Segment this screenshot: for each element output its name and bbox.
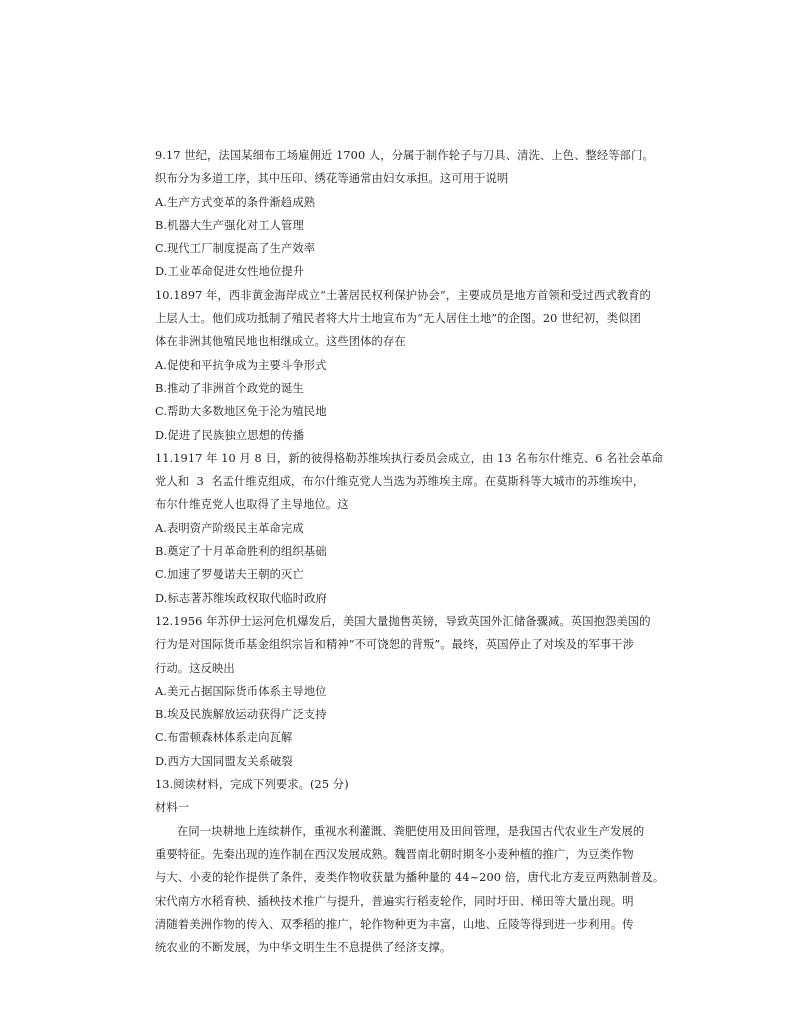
- question-10-option-a[interactable]: A.促使和平抗争成为主要斗争形式: [155, 358, 327, 372]
- question-12-option-d[interactable]: D.西方大国同盟友关系破裂: [155, 754, 293, 768]
- question-11-option-c[interactable]: C.加速了罗曼诺夫王朝的灭亡: [155, 568, 304, 582]
- material-line-3: 与大、小麦的轮作提供了条件，麦类作物收获量为播种量的 44~200 倍，唐代北方麦豆两熟制普及。: [155, 871, 665, 885]
- question-9-option-c[interactable]: C.现代工厂制度提高了生产效率: [155, 242, 316, 256]
- question-10-option-d[interactable]: D.促进了民族独立思想的传播: [155, 428, 305, 442]
- question-10-stem-line-3: 体在非洲其他殖民地也相继成立。这些团体的存在: [155, 335, 406, 349]
- question-9-option-a[interactable]: A.生产方式变革的条件渐趋成熟: [155, 195, 316, 209]
- question-9-stem-line-1: 9.17 世纪，法国某细布工场雇佣近 1700 人，分属于制作轮子与刀具、清洗、上色、整经等部门。: [155, 149, 654, 162]
- question-12: [155, 610, 717, 773]
- question-9-option-d[interactable]: D.工业革命促进女性地位提升: [155, 265, 305, 279]
- question-12-option-b[interactable]: B.埃及民族解放运动获得广泛支持: [155, 708, 327, 722]
- question-10-option-b[interactable]: B.推动了非洲首个政党的诞生: [155, 381, 304, 395]
- question-13-stem: 13.阅读材料，完成下列要求。(25 分): [155, 778, 349, 792]
- question-10-option-c[interactable]: C.帮助大多数地区免于沦为殖民地: [155, 405, 327, 419]
- question-11-stem-line-1: 11.1917 年 10 月 8 日，新的彼得格勒苏维埃执行委员会成立，由 13 名布尔什维克、6 名社会革命: [155, 451, 664, 465]
- question-12-option-c[interactable]: C.布雷顿森林体系走向瓦解: [155, 731, 293, 745]
- material-line-5: 清随着美洲作物的传入、双季稻的推广，轮作物种更为丰富，山地、丘陵等得到进一步利用。传: [155, 917, 634, 931]
- question-9-option-b[interactable]: B.机器大生产强化对工人管理: [155, 218, 304, 232]
- question-10-stem-line-1: 10.1897 年，西非黄金海岸成立“土著居民权利保护协会”，主要成员是地方首领和受过西式教育的: [155, 288, 651, 302]
- material-line-1: 在同一块耕地上连续耕作，重视水利灌溉、粪肥使用及田间管理，是我国古代农业生产发展的: [177, 824, 645, 838]
- question-9: [155, 144, 717, 284]
- question-13: [155, 773, 717, 959]
- question-12-stem-line-2: 行为是对国际货币基金组织宗旨和精神“不可饶恕的背叛”。最终，英国停止了对埃及的军事干涉: [155, 638, 635, 652]
- material-line-6: 统农业的不断发展，为中华文明生生不息提供了经济支撑。: [155, 941, 452, 955]
- question-11-stem-line-3: 布尔什维克党人也取得了主导地位。这: [155, 498, 349, 512]
- question-10: [155, 284, 717, 447]
- question-11-option-b[interactable]: B.奠定了十月革命胜利的组织基础: [155, 545, 327, 559]
- question-11-stem-line-2: 党人和 3 名孟什维克组成，布尔什维克党人当选为苏维埃主席。在莫斯科等大城市的苏维埃中，: [155, 475, 645, 489]
- question-9-stem-line-2: 织布分为多道工序，其中压印、绣花等通常由妇女承担。这可用于说明: [155, 172, 509, 186]
- question-12-stem-line-1: 12.1956 年苏伊士运河危机爆发后，美国大量抛售英镑，导致英国外汇储备骤减。英国抱怨美国的: [155, 614, 651, 628]
- question-11: [155, 447, 717, 610]
- question-11-option-d[interactable]: D.标志著苏维埃政权取代临时政府: [155, 591, 328, 605]
- material-label: 材料一: [155, 801, 190, 815]
- question-10-stem-line-2: 上层人士。他们成功抵制了殖民者将大片土地宣布为“无人居住土地”的企图。20 世纪初，类似团: [155, 312, 641, 326]
- material-line-2: 重要特征。先秦出现的连作制在西汉发展成熟。魏晋南北朝时期冬小麦种植的推广，为豆类作物: [155, 847, 634, 861]
- question-12-option-a[interactable]: A.美元占据国际货币体系主导地位: [155, 684, 327, 698]
- question-content: [155, 144, 717, 959]
- material-line-4: 宋代南方水稻育秧、插秧技术推广与提升，普遍实行稻麦轮作，同时圩田、梯田等大量出现。明: [155, 894, 634, 908]
- question-12-stem-line-3: 行动。这反映出: [155, 661, 235, 675]
- question-11-option-a[interactable]: A.表明资产阶级民主革命完成: [155, 521, 304, 535]
